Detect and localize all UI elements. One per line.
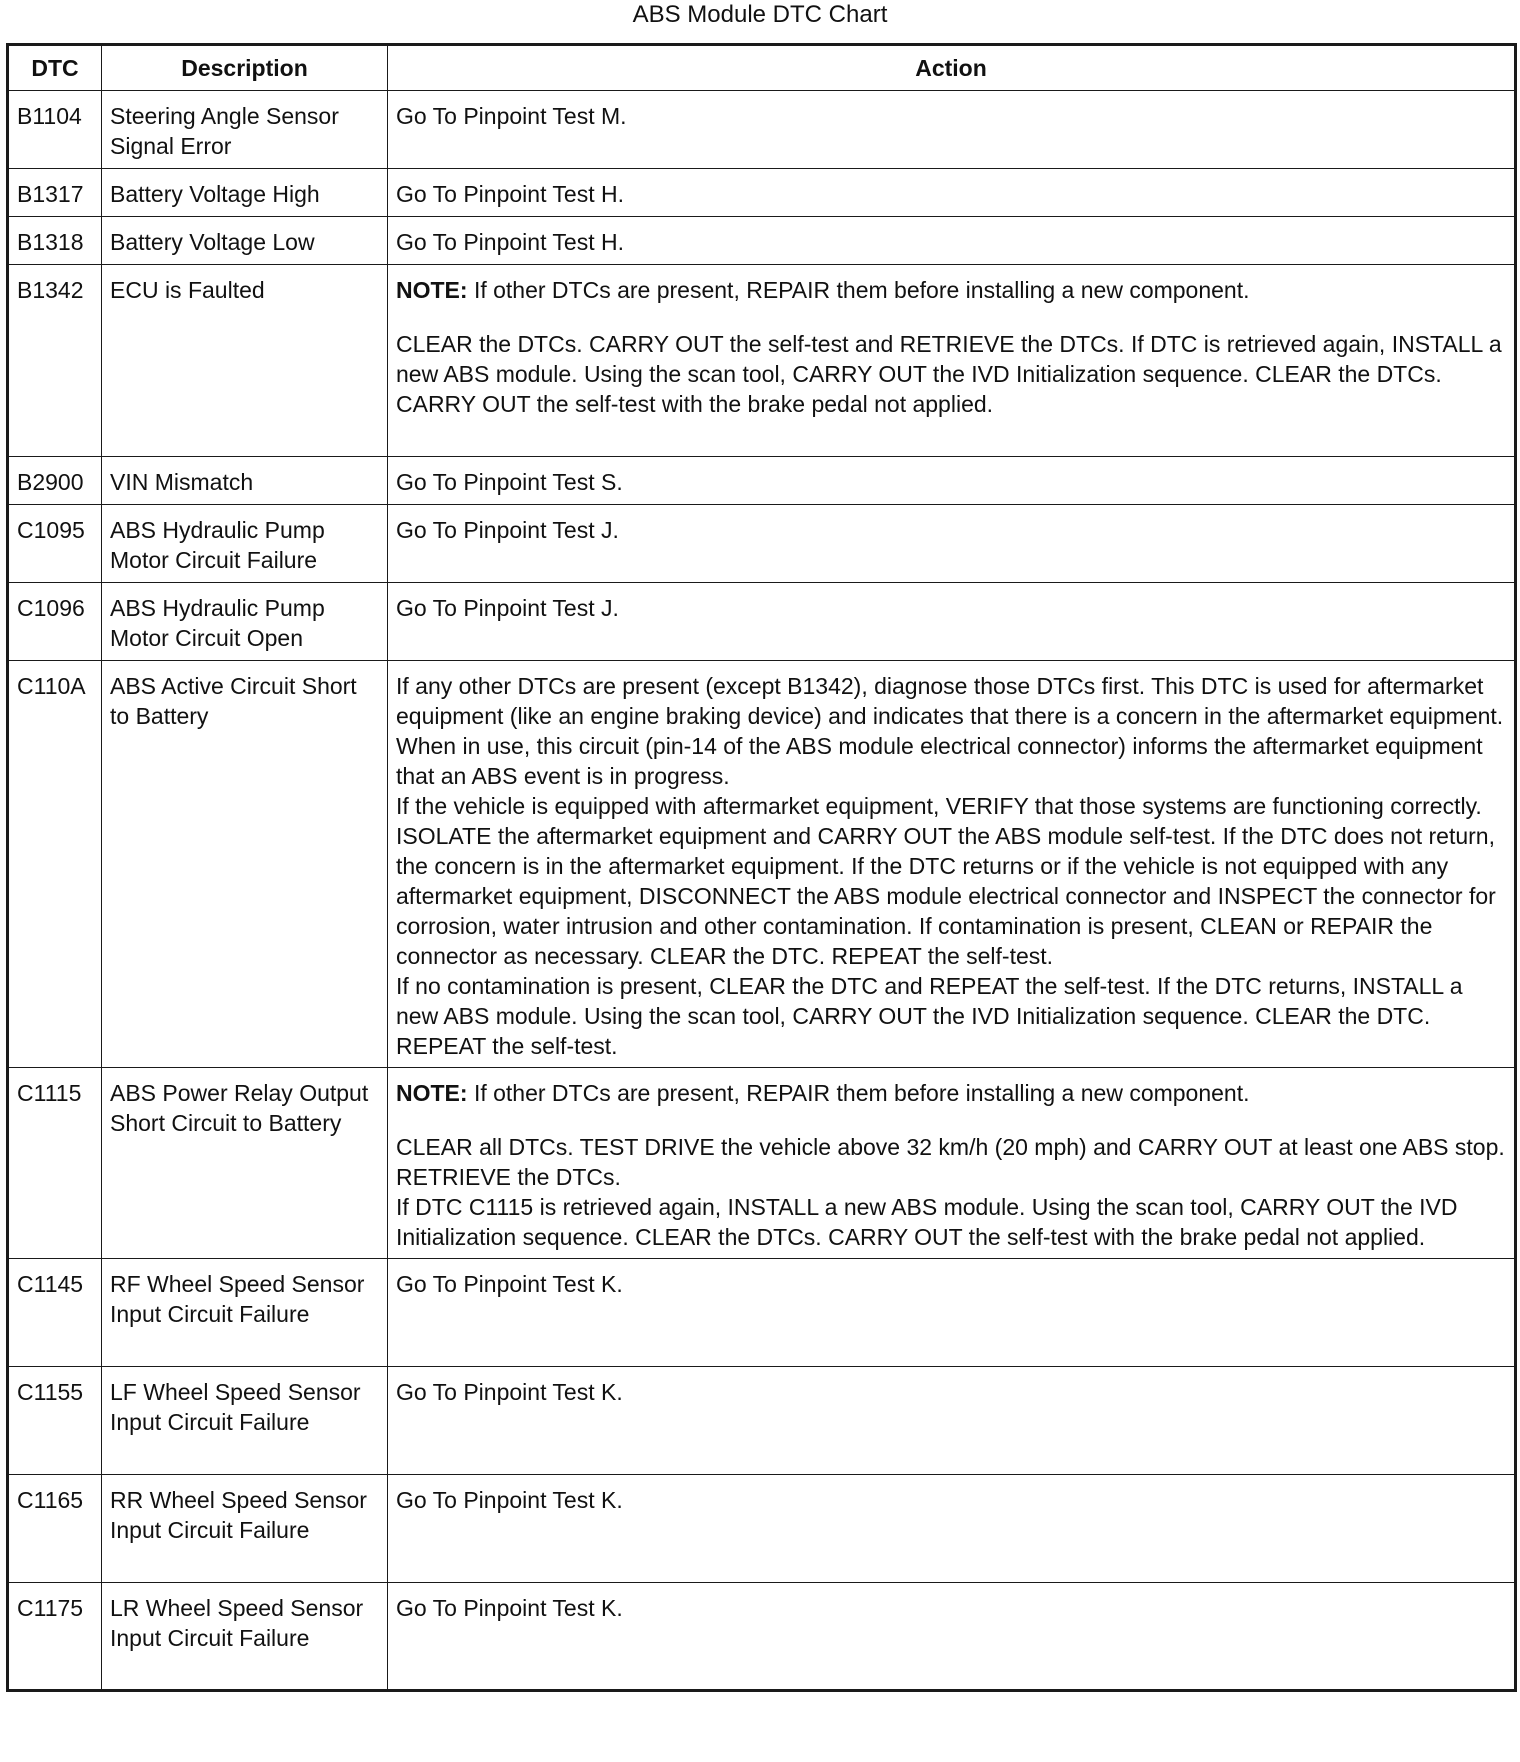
dtc-action [388,1475,1516,1583]
dtc-action [388,661,1516,1068]
action-paragraph: CLEAR the DTCs. CARRY OUT the self-test and RETRIEVE the DTCs. If DTC is retrieved again, INSTALL a new ABS module. Using the scan tool, CARRY OUT the IVD Initialization sequence. CLEAR the DTCs. CARRY OUT the self-test with the brake pedal not applied. [396,331,1502,417]
action-paragraph: Go To Pinpoint Test J. [396,517,619,543]
dtc-action [388,265,1516,457]
dtc-code: C1165 [8,1475,102,1583]
dtc-action [388,217,1516,265]
dtc-action [388,583,1516,661]
dtc-description: RR Wheel Speed Sensor Input Circuit Failure [102,1475,388,1583]
dtc-action [388,1583,1516,1691]
dtc-description: ECU is Faulted [102,265,388,457]
dtc-description: ABS Active Circuit Short to Battery [102,661,388,1068]
action-paragraph: Go To Pinpoint Test M. [396,103,627,129]
table-row [8,217,1516,265]
table-row [8,661,1516,1068]
dtc-code: C110A [8,661,102,1068]
table-row [8,1068,1516,1259]
table-row [8,91,1516,169]
action-paragraph: Go To Pinpoint Test H. [396,181,625,207]
action-paragraph: Go To Pinpoint Test H. [396,229,625,255]
dtc-description: Battery Voltage High [102,169,388,217]
dtc-description: LR Wheel Speed Sensor Input Circuit Failure [102,1583,388,1691]
table-row [8,169,1516,217]
dtc-code: B2900 [8,457,102,505]
action-paragraph: If DTC C1115 is retrieved again, INSTALL a new ABS module. Using the scan tool, CARRY OUT the IVD Initialization sequence. CLEAR the DTCs. CARRY OUT the self-test with the brake pedal not applied. [396,1194,1458,1250]
dtc-description: LF Wheel Speed Sensor Input Circuit Failure [102,1367,388,1475]
action-paragraph: If any other DTCs are present (except B1342), diagnose those DTCs first. This DTC is used for aftermarket equipment (like an engine braking device) and indicates that there is a concern in the aftermarket equipment. When in use, this circuit (pin-14 of the ABS module electrical connector) informs the aftermarket equipment that an ABS event is in progress. [396,673,1504,789]
table-row [8,1367,1516,1475]
action-paragraph: Go To Pinpoint Test K. [396,1487,623,1513]
header-dtc: DTC [8,45,102,91]
action-note [396,1078,1506,1108]
dtc-action [388,1367,1516,1475]
dtc-description: RF Wheel Speed Sensor Input Circuit Failure [102,1259,388,1367]
action-paragraph: If no contamination is present, CLEAR the DTC and REPEAT the self-test. If the DTC returns, INSTALL a new ABS module. Using the scan tool, CARRY OUT the IVD Initialization sequence. CLEAR the DTC. REPEAT the self-test. [396,973,1463,1059]
dtc-description: Steering Angle Sensor Signal Error [102,91,388,169]
dtc-code: C1155 [8,1367,102,1475]
action-paragraph: If the vehicle is equipped with aftermarket equipment, VERIFY that those systems are functioning correctly. ISOLATE the aftermarket equipment and CARRY OUT the ABS module self-test. If the DTC does not return, the concern is in the aftermarket equipment. If the DTC returns or if the vehicle is not equipped with any aftermarket equipment, DISCONNECT the ABS module electrical connector and INSPECT the connector for corrosion, water intrusion and other contamination. If contamination is present, CLEAN or REPAIR the connector as necessary. CLEAR the DTC. REPEAT the self-test. [396,793,1496,969]
action-note [396,275,1506,305]
dtc-action [388,1068,1516,1259]
dtc-code: B1318 [8,217,102,265]
dtc-code: C1145 [8,1259,102,1367]
note-label: NOTE: [396,1080,468,1106]
dtc-code: B1317 [8,169,102,217]
dtc-action [388,169,1516,217]
table-row [8,1259,1516,1367]
dtc-description: Battery Voltage Low [102,217,388,265]
action-paragraph: CLEAR all DTCs. TEST DRIVE the vehicle above 32 km/h (20 mph) and CARRY OUT at least one ABS stop. RETRIEVE the DTCs. [396,1134,1505,1190]
dtc-description: ABS Hydraulic Pump Motor Circuit Open [102,583,388,661]
action-paragraph: Go To Pinpoint Test S. [396,469,623,495]
dtc-action [388,91,1516,169]
action-paragraph: Go To Pinpoint Test K. [396,1379,623,1405]
page-title: ABS Module DTC Chart [632,1,888,28]
table-row [8,1583,1516,1691]
dtc-code: C1175 [8,1583,102,1691]
table-row [8,265,1516,457]
dtc-code: C1115 [8,1068,102,1259]
dtc-table [6,43,1517,1692]
note-label: NOTE: [396,277,468,303]
action-paragraph: Go To Pinpoint Test K. [396,1271,623,1297]
dtc-description: ABS Hydraulic Pump Motor Circuit Failure [102,505,388,583]
header-action: Action [388,45,1516,91]
dtc-action [388,457,1516,505]
table-row [8,583,1516,661]
dtc-code: B1342 [8,265,102,457]
dtc-action [388,505,1516,583]
dtc-description: VIN Mismatch [102,457,388,505]
action-paragraph: Go To Pinpoint Test J. [396,595,619,621]
action-paragraph: Go To Pinpoint Test K. [396,1595,623,1621]
dtc-code: C1095 [8,505,102,583]
dtc-description: ABS Power Relay Output Short Circuit to Battery [102,1068,388,1259]
note-text: If other DTCs are present, REPAIR them before installing a new component. [467,277,1250,303]
note-text: If other DTCs are present, REPAIR them before installing a new component. [467,1080,1250,1106]
dtc-action [388,1259,1516,1367]
dtc-code: B1104 [8,91,102,169]
header-row [8,45,1516,91]
header-description: Description [102,45,388,91]
table-row [8,1475,1516,1583]
table-row [8,457,1516,505]
dtc-code: C1096 [8,583,102,661]
table-row [8,505,1516,583]
